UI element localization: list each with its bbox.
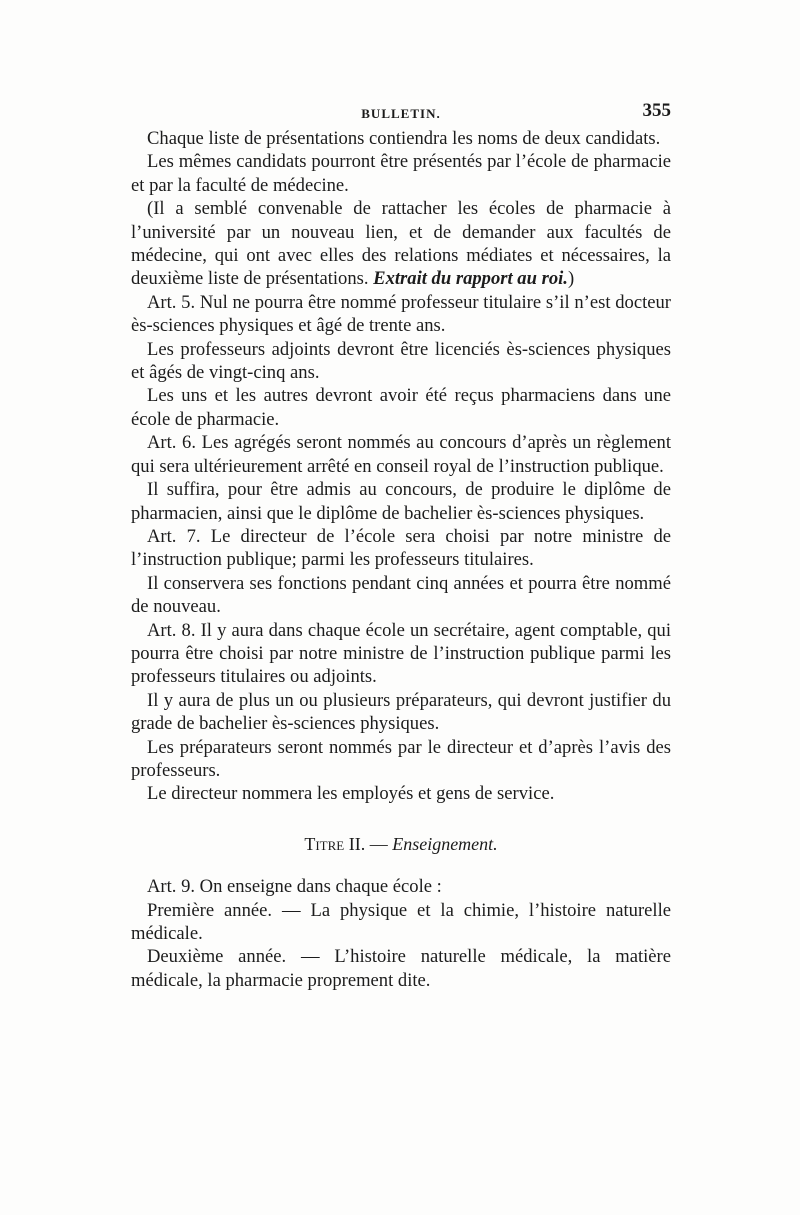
paragraph-note (131, 197, 671, 291)
paragraph: Il suffira, pour être admis au concours, de produire le diplôme de pharmacien, ainsi que le diplôme de bachelier ès-sciences physiques. (131, 479, 671, 524)
paragraph: Il y aura de plus un ou plusieurs préparateurs, qui devront justifier du grade de bachelier ès-sciences physiques. (131, 689, 671, 735)
note-close: ) (567, 268, 575, 290)
section-subject: Enseignement. (392, 833, 498, 854)
paragraph: Les professeurs adjoints devront être licenciés ès-sciences physiques et âgés de vingt-cinq ans. (131, 338, 671, 384)
running-head (131, 100, 671, 124)
running-title: BULLETIN. (361, 106, 441, 121)
section-title (131, 833, 671, 856)
text-block (131, 127, 671, 992)
section-label: Titre II. (304, 833, 366, 854)
section-dash: — (365, 833, 393, 854)
note-text: (Il a semblé convenable de rattacher les écoles de pharmacie à l’université par un nouveau lien, et de demander aux facultés de médecine, qui ont avec elles des relations médiates et nécessaires, la deuxième liste de présentations. (131, 198, 671, 290)
article-5: Art. 5. Nul ne pourra être nommé professeur titulaire s’il n’est docteur ès-sciences physiques et âgé de trente ans. (131, 291, 671, 337)
paragraph: Il conservera ses fonctions pendant cinq années et pourra être nommé de nouveau. (131, 572, 671, 618)
paragraph: Le directeur nommera les employés et gens de service. (147, 783, 555, 805)
paragraph: Chaque liste de présentations contiendra les noms de deux candidats. (147, 128, 661, 149)
article-9: Art. 9. On enseigne dans chaque école : (147, 876, 442, 898)
article-7: Art. 7. Le directeur de l’école sera choisi par notre ministre de l’instruction publique; parmi les professeurs titulaires. (131, 525, 671, 571)
article-8: Art. 8. Il y aura dans chaque école un secrétaire, agent comptable, qui pourra être choisi par notre ministre de l’instruction publique parmi les professeurs titulaires ou adjoints. (131, 619, 671, 688)
page-number: 355 (642, 100, 671, 121)
paragraph: Deuxième année. — L’histoire naturelle médicale, la matière médicale, la pharmacie proprement dite. (131, 946, 671, 991)
paragraph: Première année. — La physique et la chimie, l’histoire naturelle médicale. (131, 899, 671, 944)
article-6: Art. 6. Les agrégés seront nommés au concours d’après un règlement qui sera ultérieurement arrêté en conseil royal de l’instruction publique. (131, 432, 671, 477)
paragraph: Les uns et les autres devront avoir été reçus pharmaciens dans une école de pharmacie. (131, 385, 671, 430)
note-source: Extrait du rapport au roi. (373, 268, 568, 290)
paragraph: Les mêmes candidats pourront être présentés par l’école de pharmacie et par la faculté de médecine. (131, 151, 671, 196)
paragraph: Les préparateurs seront nommés par le directeur et d’après l’avis des professeurs. (131, 736, 671, 781)
